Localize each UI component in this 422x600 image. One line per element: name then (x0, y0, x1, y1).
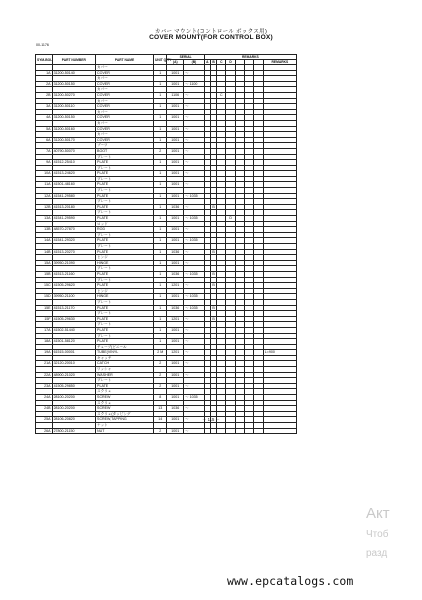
cell-symbol: 18A (36, 339, 53, 345)
cell-serial-to: ～ (184, 171, 205, 177)
cell-quantity: 2 (154, 372, 167, 378)
cell-symbol: 2B (36, 92, 53, 98)
cell-serial-from: 1001 (167, 294, 184, 300)
cell-part-number: 28100-20200 (52, 406, 95, 412)
column-header-quantity: UNIT Q.TY (154, 55, 167, 65)
cell-symbol: 10A (36, 171, 53, 177)
cell-part-number: 31200-50140 (52, 70, 95, 76)
cell-symbol: 3A (36, 104, 53, 110)
cell-quantity: 1 (154, 92, 167, 98)
cell-flag-d (226, 428, 235, 434)
cell-part-number: 28106-20820 (52, 417, 95, 423)
cell-part-number: 41501-48160 (52, 182, 95, 188)
cell-serial-to: ～ (184, 350, 205, 356)
cell-flag-g (254, 428, 263, 434)
cell-part-name: SCREW (96, 406, 154, 412)
cell-quantity: 1 (154, 115, 167, 121)
column-header-serial-from: (A) (167, 60, 184, 65)
cell-part-name: COVER (96, 70, 154, 76)
cell-serial-to: ～ (184, 182, 205, 188)
cell-part-name: カバー (96, 65, 154, 71)
cell-serial-from: 1201 (167, 316, 184, 322)
cell-quantity: 1 (154, 327, 167, 333)
cell-symbol: 13B (36, 227, 53, 233)
cell-serial-from: 1001 (167, 182, 184, 188)
cell-part-name: スクリュ (96, 389, 154, 395)
cell-serial-to: ～ (184, 70, 205, 76)
cell-part-number: 27800-21150 (52, 428, 95, 434)
cell-quantity: 1 (154, 339, 167, 345)
cell-symbol: 5A (36, 126, 53, 132)
cell-serial-from: 1036 (167, 406, 184, 412)
cell-serial-to: ～ (184, 339, 205, 345)
cell-part-name: PLATE (96, 193, 154, 199)
cell-remarks (263, 428, 296, 434)
cell-serial-from: 1001 (167, 372, 184, 378)
cell-part-number: 41505-29630 (52, 316, 95, 322)
cell-serial-from: 1201 (167, 350, 184, 356)
column-header-part-number: PART NUMBER (52, 55, 95, 65)
cell-symbol: 7A (36, 148, 53, 154)
cell-part-name: スクリュ(タッピング (96, 411, 154, 417)
cell-part-number: 31200-50150 (52, 115, 95, 121)
cell-part-number: 61515-00001 (52, 350, 95, 356)
cell-part-number: 31200-50270 (52, 92, 95, 98)
column-header-serial-to: (B) (184, 60, 205, 65)
cell-serial-to: ～ 1035 (184, 271, 205, 277)
cell-part-name: PLATE (96, 316, 154, 322)
cell-serial-to: ～ (184, 204, 205, 210)
cell-serial-from: 1001 (167, 193, 184, 199)
cell-part-name: カバー (96, 76, 154, 82)
cell-part-name: HINGE (96, 260, 154, 266)
cell-serial-to: ～ (184, 417, 205, 423)
cell-serial-to: ～ (184, 383, 205, 389)
cell-serial-to: ～ (184, 137, 205, 143)
cell-part-number: 31200-50160 (52, 126, 95, 132)
cell-serial-to: ～ (184, 160, 205, 166)
cell-serial-to: ～ 1035 (184, 238, 205, 244)
column-header-flag-c: C (217, 60, 226, 65)
cell-part-number: 41513-20180 (52, 204, 95, 210)
cell-symbol: 12B (36, 204, 53, 210)
column-header-remarks: REMARKS (263, 60, 296, 65)
cell-serial-from: 1201 (167, 283, 184, 289)
cell-serial-to: ～ (184, 372, 205, 378)
cell-serial-to: ～ (184, 249, 205, 255)
cell-part-name: COVER (96, 115, 154, 121)
cell-part-name: プレート (96, 322, 154, 328)
cell-part-name: カバー (96, 109, 154, 115)
cell-part-name: COVER (96, 81, 154, 87)
cell-flag-b: B (212, 283, 215, 288)
watermark-url: www.epcatalogs.com (227, 574, 354, 588)
cell-quantity: 1 (154, 104, 167, 110)
cell-part-name: ワッシャ (96, 367, 154, 373)
table-row (36, 428, 297, 434)
cell-flag-d: D (226, 216, 235, 222)
cell-symbol: 14B (36, 249, 53, 255)
cell-part-number: 41513-21160 (52, 271, 95, 277)
cell-part-name: COVER (96, 126, 154, 132)
cell-quantity: 2 (154, 148, 167, 154)
column-header-flag-d: D (226, 60, 235, 65)
cell-part-name: プレート (96, 333, 154, 339)
cell-part-name: プレート (96, 154, 154, 160)
column-header-symbol: SYM-BOL (36, 55, 53, 65)
cell-part-name: プレート (96, 378, 154, 384)
cell-quantity: 1 (154, 182, 167, 188)
cell-part-name: PLATE (96, 182, 154, 188)
cell-symbol: 15B (36, 271, 53, 277)
cell-serial-from: 1036 (167, 204, 184, 210)
cell-serial-from: 1036 (167, 305, 184, 311)
cell-part-name: COVER (96, 104, 154, 110)
page-number: － 115 － (202, 417, 220, 422)
cell-serial-to: ～ (184, 104, 205, 110)
cell-flag-f (245, 428, 254, 434)
cell-part-name: PLATE (96, 339, 154, 345)
cell-quantity: 1 (154, 160, 167, 166)
cell-quantity: 2 (154, 383, 167, 389)
cell-serial-to: ～ (184, 283, 205, 289)
cell-part-number: 41501-58120 (52, 339, 95, 345)
cell-quantity: 2 (154, 428, 167, 434)
cell-serial-to: ～ 1100 (184, 81, 205, 87)
cell-serial-from: 1001 (167, 227, 184, 233)
cell-part-number: 41541-29320 (52, 238, 95, 244)
cell-symbol: 19A (36, 350, 53, 356)
cell-serial-from: 1001 (167, 339, 184, 345)
column-header-remarks-group: REMARKS (204, 55, 296, 60)
cell-part-name: ヒンジ (96, 288, 154, 294)
cell-serial-from: 1001 (167, 81, 184, 87)
cell-serial-from: 1001 (167, 260, 184, 266)
cell-quantity: 2 M (154, 350, 167, 356)
cell-quantity: 1 (154, 305, 167, 311)
cell-flag-c (217, 428, 226, 434)
cell-part-name: カバー (96, 98, 154, 104)
cell-part-name: PLATE (96, 216, 154, 222)
cell-serial-to: ～ (184, 148, 205, 154)
cell-quantity: 1 (154, 294, 167, 300)
cell-part-name: WASHER (96, 372, 154, 378)
cell-quantity: 1 (154, 260, 167, 266)
column-header-flag-b: B (212, 60, 215, 64)
cell-part-name: PLATE (96, 204, 154, 210)
cell-part-number: 31200-50170 (52, 137, 95, 143)
page-title-japanese: カバー マウント(コントロール ボックス用) (154, 29, 268, 35)
cell-part-number: 41513-21170 (52, 305, 95, 311)
cell-symbol: 4A (36, 115, 53, 121)
cell-symbol: 23A (36, 383, 53, 389)
cell-quantity: 2 (154, 361, 167, 367)
cell-symbol: 2A (36, 81, 53, 87)
cell-serial-to: ～ (184, 115, 205, 121)
cell-serial-from: 1001 (167, 148, 184, 154)
cell-serial-from: 1001 (167, 238, 184, 244)
cell-symbol: 24A (36, 395, 53, 401)
cell-serial-to: ～ (184, 406, 205, 412)
cell-serial-from: 1106 (167, 92, 184, 98)
cell-serial-from: 1036 (167, 271, 184, 277)
figure-code: 00-1176 (36, 43, 49, 47)
cell-symbol: 9A (36, 160, 53, 166)
cell-part-name: スクリュ (96, 400, 154, 406)
cell-part-name: PLATE (96, 283, 154, 289)
column-header-flag-a: A (206, 60, 209, 64)
cell-part-name: PLATE (96, 160, 154, 166)
cell-quantity: 1 (154, 283, 167, 289)
cell-part-name: プレート (96, 277, 154, 283)
cell-serial-from: 1001 (167, 327, 184, 333)
cell-part-number: 40790-50070 (52, 148, 95, 154)
cell-part-name: プレート (96, 176, 154, 182)
cell-symbol: 26A (36, 428, 53, 434)
cell-part-name: プレート (96, 232, 154, 238)
cell-symbol: 15C (36, 283, 53, 289)
cell-serial-from: 1001 (167, 104, 184, 110)
cell-part-name: カバー (96, 87, 154, 93)
cell-quantity: 1 (154, 126, 167, 132)
cell-serial-from: 1001 (167, 160, 184, 166)
cell-part-name: プレート (96, 299, 154, 305)
cell-serial-from: 1001 (167, 126, 184, 132)
cell-quantity: 1 (154, 70, 167, 76)
cell-serial-to: ～ (184, 327, 205, 333)
cell-quantity: 1 (154, 204, 167, 210)
cell-quantity: 1 (154, 216, 167, 222)
cell-part-name: プレート (96, 266, 154, 272)
cell-part-number: 39950-21100 (52, 294, 95, 300)
cell-symbol: 1A (36, 70, 53, 76)
cell-quantity: 1 (154, 227, 167, 233)
cell-part-name: チューブ(ビニール (96, 344, 154, 350)
cell-symbol: 15F (36, 316, 53, 322)
cell-part-name: CATCH (96, 361, 154, 367)
parts-table (35, 54, 297, 434)
cell-quantity: 1 (154, 193, 167, 199)
cell-serial-to: ～ (184, 428, 205, 434)
cell-serial-from: 1001 (167, 115, 184, 121)
cell-serial-to: ～ (184, 361, 205, 367)
cell-part-number: 32120-20010 (52, 361, 95, 367)
cell-symbol: 13A (36, 216, 53, 222)
cell-part-number: 41513-24620 (52, 171, 95, 177)
cell-flag-c: C (217, 92, 226, 98)
cell-part-number: 48900-21020 (52, 372, 95, 378)
cell-part-name: PLATE (96, 171, 154, 177)
cell-symbol: 11A (36, 182, 53, 188)
cell-quantity: 1 (154, 271, 167, 277)
cell-flag-e (235, 428, 244, 434)
cell-serial-from: 1001 (167, 216, 184, 222)
cell-serial-from: 1001 (167, 137, 184, 143)
cell-part-name: NUT (96, 428, 154, 434)
cell-remarks: L=900 (263, 350, 296, 356)
cell-flag-b: B (212, 305, 215, 310)
cell-symbol: 15D (36, 294, 53, 300)
cell-part-number: 41541-29590 (52, 216, 95, 222)
cell-part-name: キャッチ (96, 355, 154, 361)
activation-overlay-line: Чтоб (366, 529, 389, 540)
cell-part-number: 39950-21090 (52, 260, 95, 266)
cell-symbol: 25A (36, 417, 53, 423)
cell-part-name: プレート (96, 210, 154, 216)
cell-part-number: 41505-29620 (52, 283, 95, 289)
cell-part-number: 41513-20270 (52, 249, 95, 255)
cell-quantity: 1 (154, 249, 167, 255)
cell-part-number: 41512-25410 (52, 160, 95, 166)
cell-part-name: プレート (96, 165, 154, 171)
cell-quantity: 1 (154, 171, 167, 177)
cell-serial-from: 1001 (167, 395, 184, 401)
cell-serial-to: ～ (184, 126, 205, 132)
cell-part-number: 41541-29580 (52, 193, 95, 199)
column-header-part-name: PART NAME (96, 55, 154, 65)
cell-flag-b: B (212, 271, 215, 276)
cell-part-name: ロッド (96, 221, 154, 227)
activation-overlay-line: разд (366, 548, 388, 559)
parts-table-body (36, 65, 297, 434)
cell-serial-from: 1001 (167, 383, 184, 389)
cell-symbol: 14A (36, 238, 53, 244)
cell-flag-b: B (212, 204, 215, 209)
cell-part-name: SCREW,TAPPING (96, 417, 154, 423)
activation-overlay-title: Акт (366, 505, 390, 522)
cell-part-name: TUBE(VINYL (96, 350, 154, 356)
cell-part-name: PLATE (96, 305, 154, 311)
cell-serial-from: 1001 (167, 428, 184, 434)
cell-part-name: カバー (96, 132, 154, 138)
cell-serial-from: 1036 (167, 249, 184, 255)
cell-serial-to: ～ 1035 (184, 294, 205, 300)
cell-quantity: 1 (154, 137, 167, 143)
cell-quantity: 1 (154, 81, 167, 87)
cell-part-name: ナット (96, 423, 154, 429)
cell-symbol: 17A (36, 327, 53, 333)
cell-part-name: HINGE (96, 294, 154, 300)
cell-quantity: 13 (154, 406, 167, 412)
cell-part-number: 31200-50110 (52, 104, 95, 110)
cell-symbol: 21A (36, 361, 53, 367)
cell-part-number: 41505-29850 (52, 383, 95, 389)
cell-part-name: ヒンジ (96, 255, 154, 261)
cell-part-name: PLATE (96, 249, 154, 255)
cell-quantity: 14 (154, 417, 167, 423)
cell-part-number: 28100-20200 (52, 395, 95, 401)
cell-part-name: プレート (96, 199, 154, 205)
cell-serial-from: 1001 (167, 361, 184, 367)
cell-part-name: SCREW (96, 395, 154, 401)
cell-serial-from: 1001 (167, 171, 184, 177)
cell-part-number: 41502-51440 (52, 327, 95, 333)
cell-serial-to: ～ (184, 92, 205, 98)
cell-serial-to: ～ (184, 260, 205, 266)
cell-symbol: 15E (36, 305, 53, 311)
cell-quantity: 1 (154, 316, 167, 322)
cell-symbol: 22A (36, 372, 53, 378)
cell-symbol: 15A (36, 260, 53, 266)
cell-serial-to: ～ 1035 (184, 305, 205, 311)
cell-part-name: プレート (96, 244, 154, 250)
cell-symbol: 24B (36, 406, 53, 412)
cell-part-name: ブーツ (96, 143, 154, 149)
cell-quantity: 1 (154, 238, 167, 244)
cell-part-name: PLATE (96, 327, 154, 333)
cell-part-name: COVER (96, 92, 154, 98)
cell-part-name: ROD (96, 227, 154, 233)
column-header-serial: SERIAL (167, 55, 204, 60)
cell-flag-b: B (212, 316, 215, 321)
cell-part-name: カバー (96, 120, 154, 126)
cell-part-name: PLATE (96, 271, 154, 277)
cell-part-name: BOOT (96, 148, 154, 154)
cell-part-name: COVER (96, 137, 154, 143)
cell-serial-to: ～ 1035 (184, 193, 205, 199)
cell-serial-to: ～ (184, 316, 205, 322)
cell-symbol: 6A (36, 137, 53, 143)
cell-serial-to: ～ 1035 (184, 216, 205, 222)
cell-part-name: プレート (96, 311, 154, 317)
cell-part-name: PLATE (96, 383, 154, 389)
cell-serial-to: ～ 1035 (184, 395, 205, 401)
cell-part-number: 48570-27870 (52, 227, 95, 233)
cell-part-number: 31200-50150 (52, 81, 95, 87)
cell-flag-b: B (212, 249, 215, 254)
page-title: COVER MOUNT(FOR CONTROL BOX) (149, 34, 273, 41)
cell-part-name: プレート (96, 188, 154, 194)
cell-serial-to: ～ (184, 227, 205, 233)
cell-part-name: PLATE (96, 238, 154, 244)
cell-serial-from: 1001 (167, 70, 184, 76)
cell-serial-from: 1001 (167, 417, 184, 423)
cell-quantity: 8 (154, 395, 167, 401)
cell-symbol: 12A (36, 193, 53, 199)
